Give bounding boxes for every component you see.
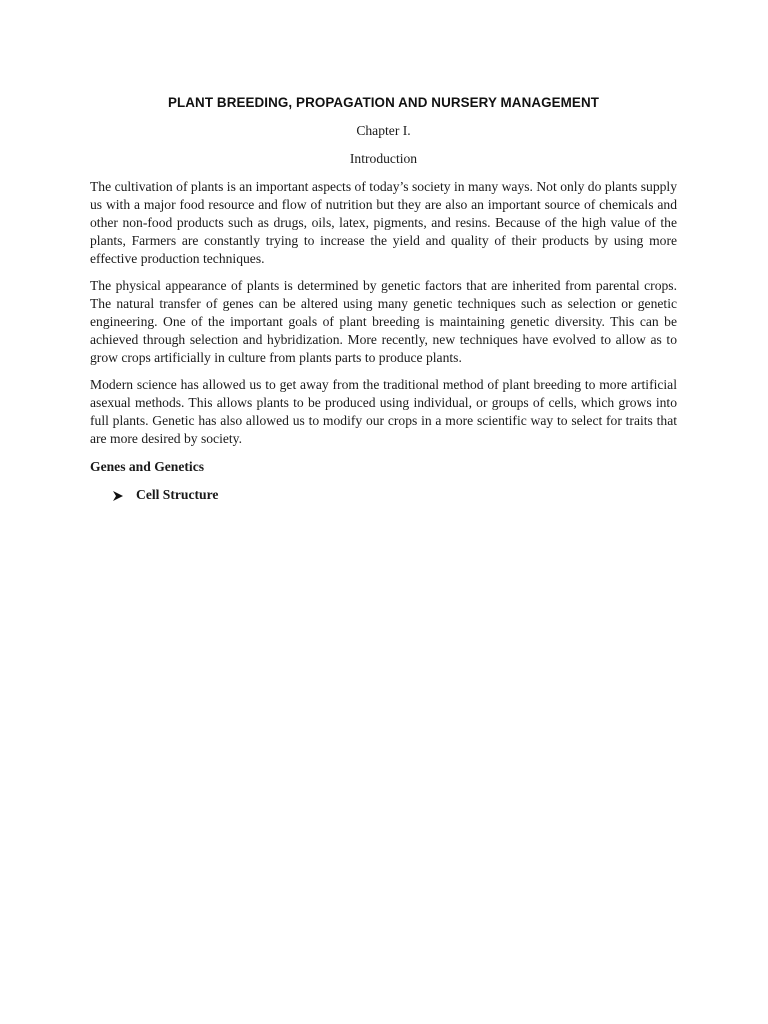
bullet-item-cell-structure (112, 486, 677, 504)
section-heading: Introduction (349, 151, 418, 166)
arrowhead-bullet-icon (112, 489, 124, 501)
subheading-genes-and-genetics: Genes and Genetics (90, 459, 205, 474)
paragraph-3: Modern science has allowed us to get away from the traditional method of plant breeding to more artificial asexual methods. This allows plants to be produced using individual, or groups of cells, which grows into full plants. Genetic has also allowed us to modify our crops in a more scientific way to select for traits that are more desired by society. (90, 377, 677, 446)
paragraph-1: The cultivation of plants is an important aspects of today’s society in many ways. Not only do plants supply us with a major food resource and flow of nutrition but they are also an important source of chemicals and other non-food products such as drugs, oils, latex, pigments, and resins. Because of the high value of the plants, Farmers are constantly trying to increase the yield and quality of their products by using more effective production techniques. (90, 179, 677, 266)
chapter-heading: Chapter I. (356, 123, 411, 138)
paragraph-2: The physical appearance of plants is determined by genetic factors that are inherited from parental crops. The natural transfer of genes can be altered using many genetic techniques such as selection or genetic engineering. One of the important goals of plant breeding is maintaining genetic diversity. This can be achieved through selection and hybridization. More recently, new techniques have evolved to allow as to grow crops artificially in culture from plants parts to produce plants. (90, 278, 677, 365)
document-page (90, 93, 677, 504)
bullet-label: Cell Structure (136, 487, 219, 502)
document-title: PLANT BREEDING, PROPAGATION AND NURSERY MANAGEMENT (167, 95, 600, 110)
